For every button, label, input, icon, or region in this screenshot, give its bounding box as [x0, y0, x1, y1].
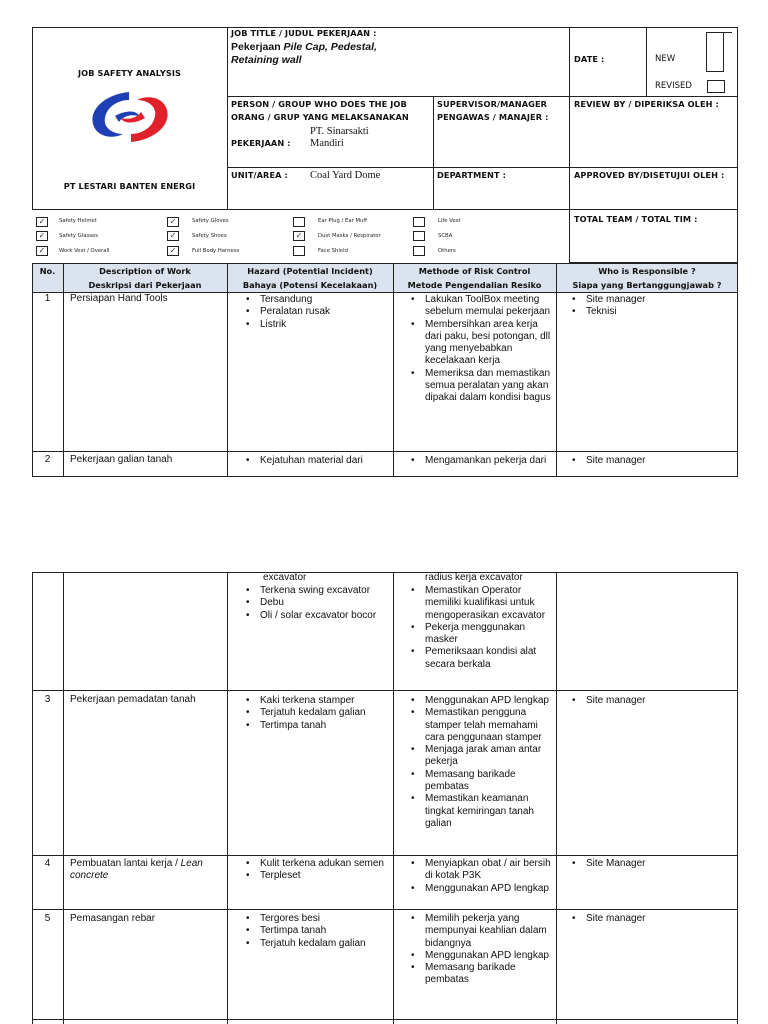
ppe-checkbox-gloves[interactable]: ✓ [167, 217, 179, 227]
ppe-checkbox-faceshield[interactable] [293, 246, 305, 256]
row-responsible: • Site manager [568, 455, 736, 467]
row-hazards: • Kejatuhan material dari [242, 455, 392, 467]
ppe-checkbox-earplug[interactable] [293, 217, 305, 227]
job-title-value: Pekerjaan Pile Cap, Pedestal, Retaining wall [231, 41, 377, 66]
row-number: 5 [44, 913, 51, 924]
row-responsible: • Site manager • Teknisi [568, 294, 736, 319]
ppe-label: Safety Shoes [192, 233, 227, 239]
person-group-label: PERSON / GROUP WHO DOES THE JOB ORANG / GRUP YANG MELAKSANAKAN [231, 99, 409, 122]
col-responsible-header: Who is Responsible ? Siapa yang Bertanggungjawab ? [572, 266, 722, 290]
row-hazards: • Tersandung • Peralatan rusak • Listrik [242, 294, 392, 331]
row-controls: • Lakukan ToolBox meeting sebelum memulai pekerjaan • Membersihkan area kerja dari paku, besi potongan, dll yang menyebabkan kecelakaan kerja • Memeriksa dan memastikan semua peralatan yang akan dipakai dalam kondisi bagus [407, 294, 553, 405]
col-no-header: No. [39, 266, 56, 276]
row-hazards: • Kulit terkena adukan semen • Terpleset [242, 858, 392, 883]
row-number: 4 [44, 858, 51, 869]
ppe-label: Safety Helmet [59, 218, 97, 224]
supervisor-label: SUPERVISOR/MANAGER PENGAWAS / MANAJER : [437, 99, 549, 122]
form-title: JOB SAFETY ANALYSIS [77, 68, 181, 78]
review-label: REVIEW BY / DIPERIKSA OLEH : [574, 99, 719, 109]
ppe-label: Face Shield [318, 248, 348, 254]
ppe-label: Others [438, 248, 456, 254]
revised-checkbox[interactable] [707, 80, 725, 93]
row-description: Pekerjaan galian tanah [70, 454, 173, 465]
row-number: 1 [44, 293, 51, 304]
approved-label: APPROVED BY/DISETUJUI OLEH : [574, 170, 725, 180]
company-name: PT LESTARI BANTEN ENERGI [63, 181, 196, 191]
ppe-label: Dust Masks / Respirator [318, 233, 381, 239]
unit-area-label: UNIT/AREA : [231, 170, 288, 180]
row-responsible: • Site Manager [568, 858, 736, 870]
row-description: Pemasangan rebar [70, 913, 156, 924]
ppe-label: SCBA [438, 233, 453, 239]
row-hazards: • Kaki terkena stamper • Terjatuh kedalam galian • Tertimpa tanah [242, 695, 392, 732]
ppe-label: Safety Glasses [59, 233, 98, 239]
person-group-value: PT. Sinarsakti Mandiri [310, 126, 369, 149]
total-team-label: TOTAL TEAM / TOTAL TIM : [574, 214, 698, 224]
new-label: NEW [655, 54, 676, 64]
ppe-checkbox-scba[interactable] [413, 231, 425, 241]
row-control-continued: radius kerja excavator [425, 572, 523, 583]
ppe-label: Work Vest / Overall [59, 248, 110, 254]
date-label: DATE : [574, 54, 605, 64]
row-controls: • Memastikan Operator memiliki kualifikasi untuk mengoperasikan excavator • Pekerja menggunakan masker • Pemeriksaan kondisi alat secara berkala [407, 585, 553, 671]
ppe-checkbox-dustmask[interactable]: ✓ [293, 231, 305, 241]
ppe-checkbox-vest[interactable]: ✓ [36, 246, 48, 256]
row-responsible: • Site manager [568, 913, 736, 925]
revised-label: REVISED [655, 81, 692, 91]
row-controls: • Memilih pekerja yang mempunyai keahlian dalam bidangnya • Menggunakan APD lengkap • Memasang barikade pembatas [407, 913, 553, 987]
row-controls: • Mengamankan pekerja dari [407, 455, 553, 467]
ppe-label: Ear Plug / Ear Muff [318, 218, 368, 224]
row-description: Pekerjaan pemadatan tanah [70, 694, 196, 705]
row-controls: • Menyiapkan obat / air bersih di kotak P3K • Menggunakan APD lengkap [407, 858, 553, 895]
ppe-checkbox-others[interactable] [413, 246, 425, 256]
row-hazards: • Terkena swing excavator • Debu • Oli / solar excavator bocor [242, 585, 392, 622]
col-method-header: Methode of Risk Control Metode Pengendalian Resiko [407, 266, 542, 290]
new-checkbox[interactable] [706, 32, 724, 72]
col-desc-header: Description of Work Deskripsi dari Pekerjaan [88, 266, 202, 290]
ppe-checkbox-shoes[interactable]: ✓ [167, 231, 179, 241]
row-number: 2 [44, 454, 51, 465]
row-description: Persiapan Hand Tools [70, 293, 168, 304]
row-hazards: • Tergores besi • Tertimpa tanah • Terjatuh kedalam galian [242, 913, 392, 950]
ppe-checkbox-harness[interactable]: ✓ [167, 246, 179, 256]
job-title-label: JOB TITLE / JUDUL PEKERJAAN : [231, 28, 377, 38]
row-description: Pembuatan lantai kerja / Lean concrete [70, 858, 203, 882]
row-responsible: • Site manager [568, 695, 736, 707]
ppe-checkbox-helmet[interactable]: ✓ [36, 217, 48, 227]
ppe-checkbox-glasses[interactable]: ✓ [36, 231, 48, 241]
table-body-page-2 [32, 572, 738, 1024]
pekerjaan-label: PEKERJAAN : [231, 138, 291, 148]
ppe-label: Safety Gloves [192, 218, 229, 224]
department-label: DEPARTMENT : [437, 170, 506, 180]
col-hazard-header: Hazard (Potential Incident) Bahaya (Potensi Kecelakaan) [242, 266, 378, 290]
company-logo [85, 86, 175, 148]
unit-area-value: Coal Yard Dome [310, 170, 381, 181]
ppe-label: Life Vest [438, 218, 461, 224]
row-controls: • Menggunakan APD lengkap • Memastikan pengguna stamper telah memahami cara penggunaan stamper • Menjaga jarak aman antar pekerja • Memasang barikade pembatas • Memastikan keamanan tingkat kemiringan tanah galian [407, 695, 553, 830]
row-hazard-continued: excavator [263, 572, 307, 583]
row-number: 3 [44, 694, 51, 705]
ppe-label: Full Body Harness [192, 248, 240, 254]
ppe-checkbox-lifevest[interactable] [413, 217, 425, 227]
